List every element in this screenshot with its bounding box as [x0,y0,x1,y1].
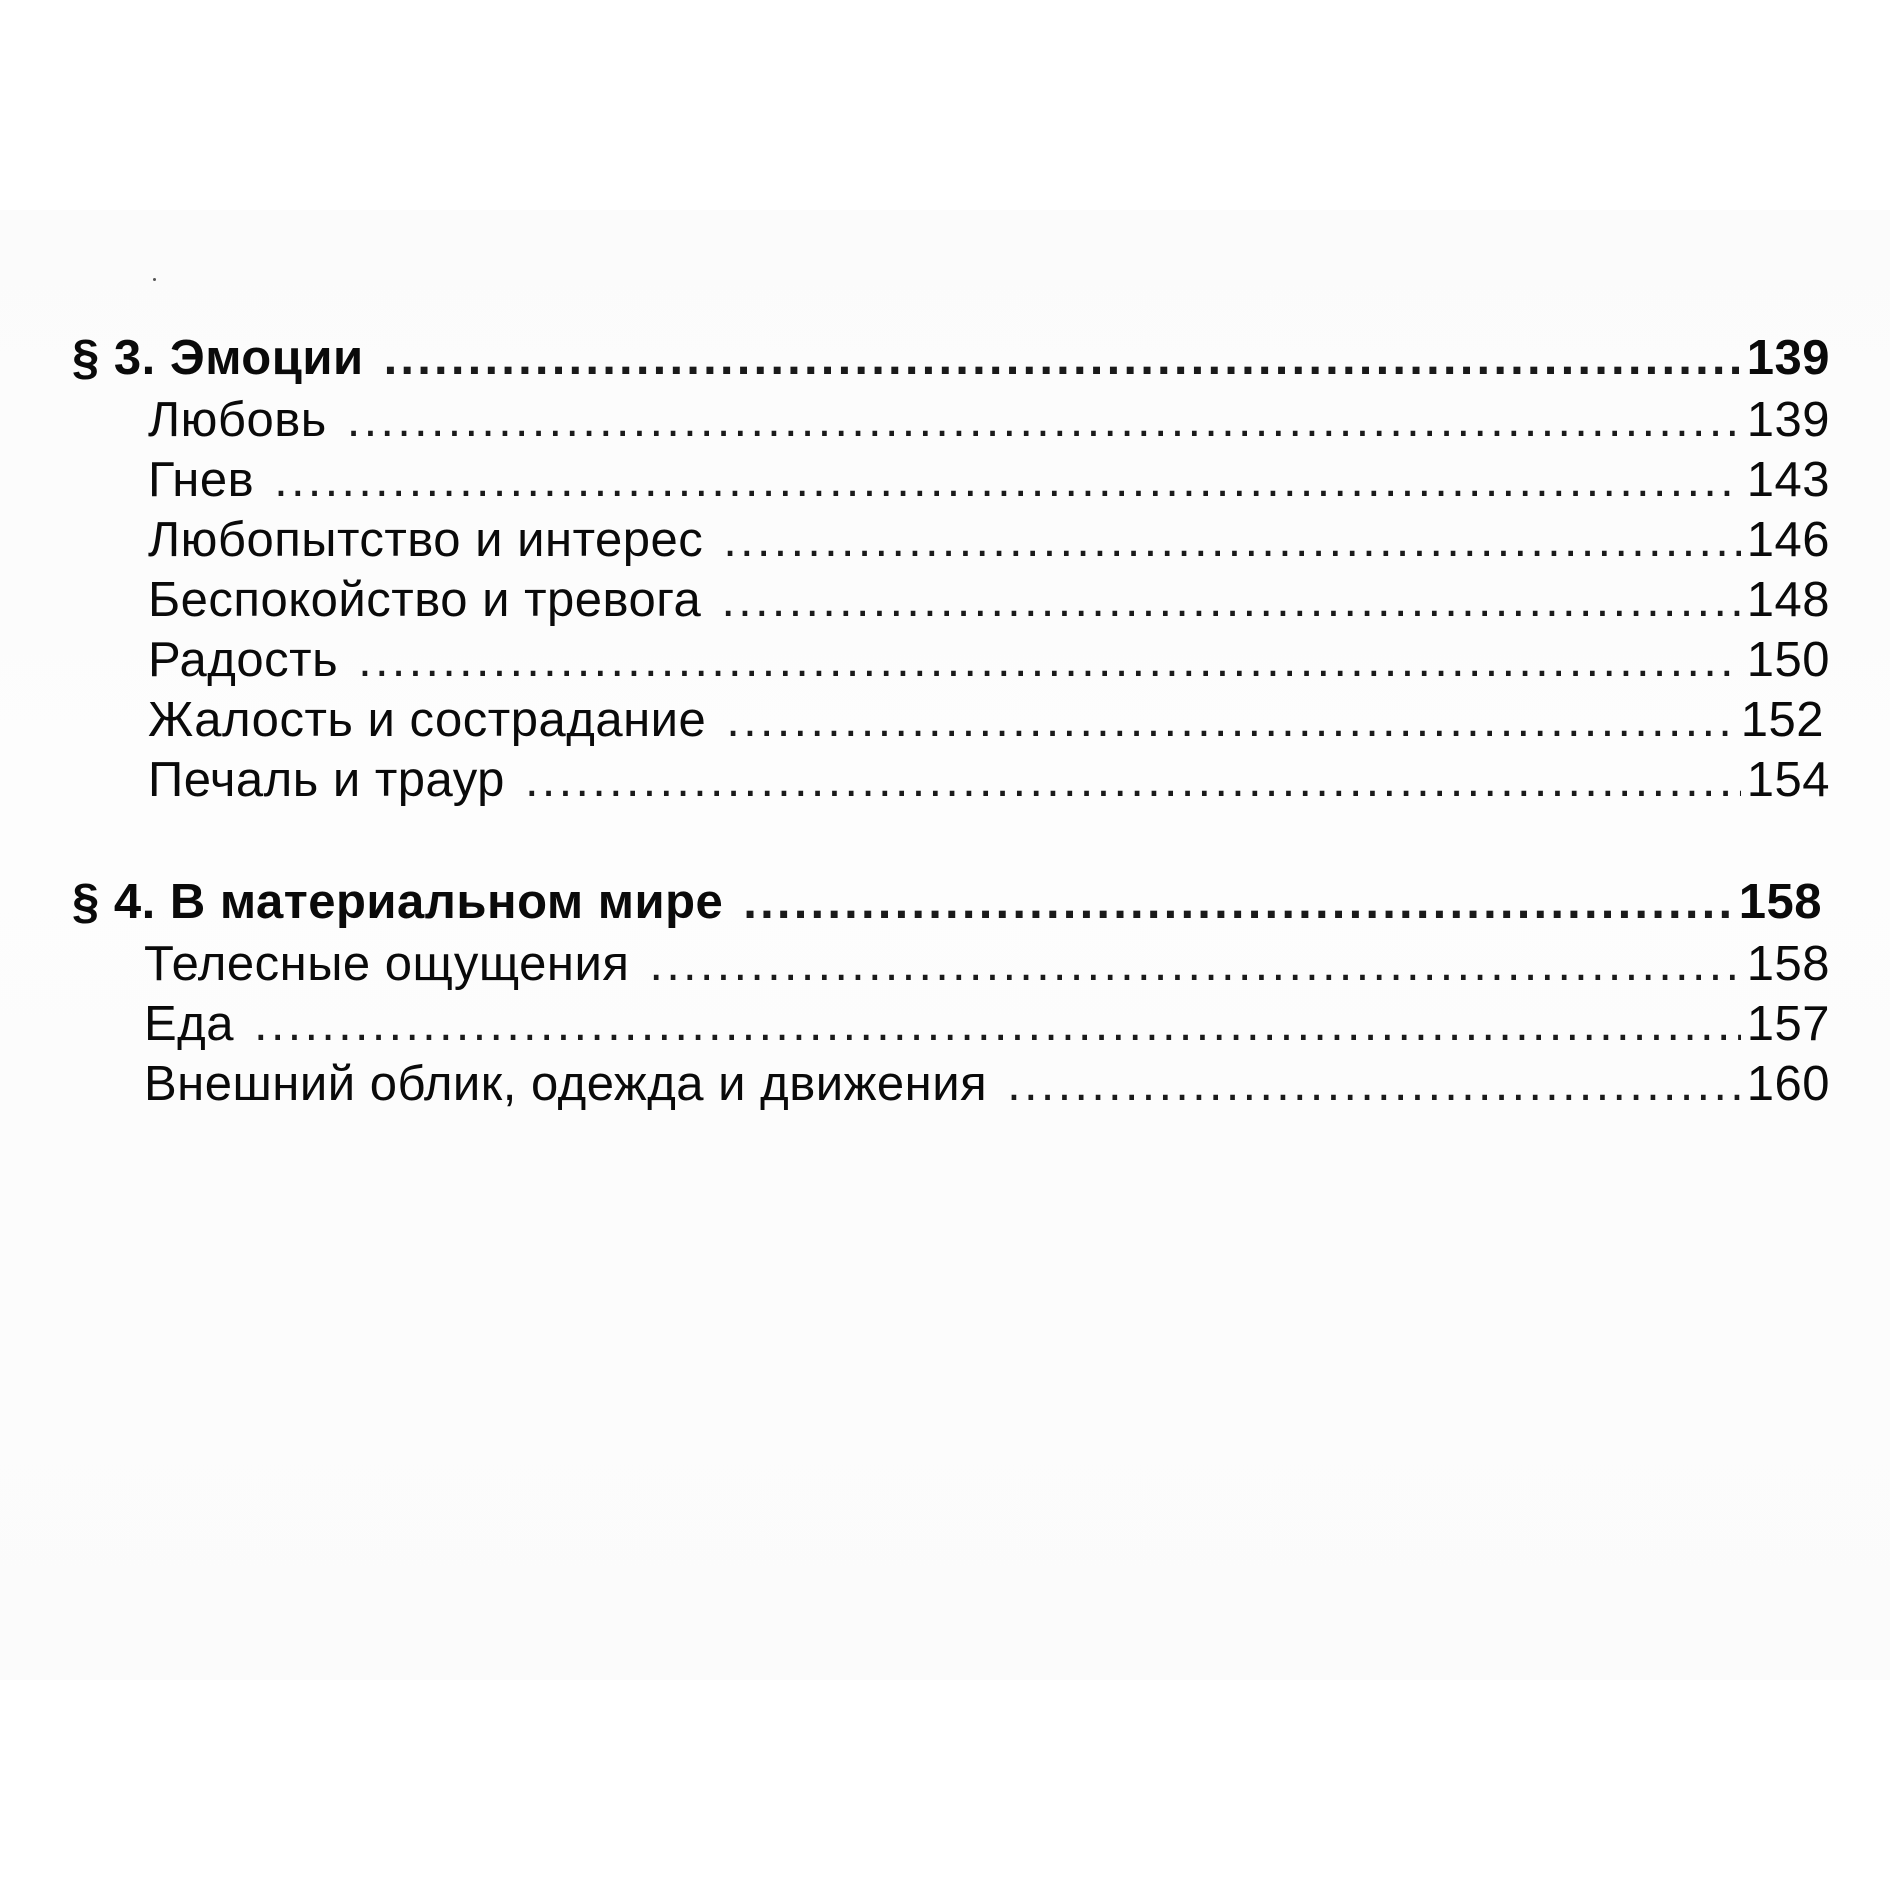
toc-entry-label: Любовь [148,393,327,447]
toc-entry-page: 146 [1746,513,1830,567]
toc-entry-label: Жалость и сострадание [148,693,707,747]
toc-entry[interactable] [144,936,1830,996]
toc-entry[interactable] [148,692,1824,752]
toc-entry[interactable] [144,996,1830,1056]
toc-leader-dots [1007,1056,1741,1112]
paper-speck [153,278,156,281]
toc-entry[interactable] [148,572,1830,632]
toc-entry-page: 160 [1746,1057,1830,1111]
toc-heading[interactable] [72,330,1830,390]
toc-entry-label: Телесные ощущения [144,937,630,991]
toc-heading-title: § 3. Эмоции [72,331,364,385]
toc-entry-page: 154 [1746,753,1830,807]
toc-heading[interactable] [72,874,1822,934]
toc-entry-page: 143 [1746,453,1830,507]
toc-leader-dots [358,632,1741,688]
toc-entry-page: 157 [1746,997,1830,1051]
toc-leader-dots [274,452,1741,508]
toc-entry-label: Печаль и траур [148,753,505,807]
toc-leader-dots [726,692,1734,748]
toc-entry-page: 150 [1746,633,1830,687]
toc-heading-title: § 4. В материальном мире [72,875,724,929]
toc-entry[interactable] [144,1056,1830,1116]
toc-leader-dots [721,572,1740,628]
toc-entry[interactable] [148,752,1830,812]
toc-entry-page: 139 [1746,393,1830,447]
toc-leader-dots [743,874,1732,930]
toc-entry-page: 158 [1746,937,1830,991]
toc-entry-label: Еда [144,997,235,1051]
toc-entry[interactable] [148,512,1830,572]
toc-entry-label: Беспокойство и тревога [148,573,702,627]
toc-leader-dots [525,752,1741,808]
toc-leader-dots [384,330,1741,386]
toc-entry[interactable] [148,392,1830,452]
toc-entry-label: Радость [148,633,339,687]
toc-leader-dots [649,936,1740,992]
toc-entry[interactable] [148,452,1830,512]
toc-heading-page: 139 [1746,331,1830,385]
toc-leader-dots [347,392,1741,448]
toc-entry-label: Гнев [148,453,255,507]
toc-entry-page: 152 [1740,693,1824,747]
toc-entry[interactable] [148,632,1830,692]
toc-entry-label: Любопытство и интерес [148,513,704,567]
toc-entry-page: 148 [1746,573,1830,627]
toc-heading-page: 158 [1738,875,1822,929]
toc-entry-label: Внешний облик, одежда и движения [144,1057,988,1111]
toc-leader-dots [254,996,1741,1052]
toc-leader-dots [723,512,1741,568]
